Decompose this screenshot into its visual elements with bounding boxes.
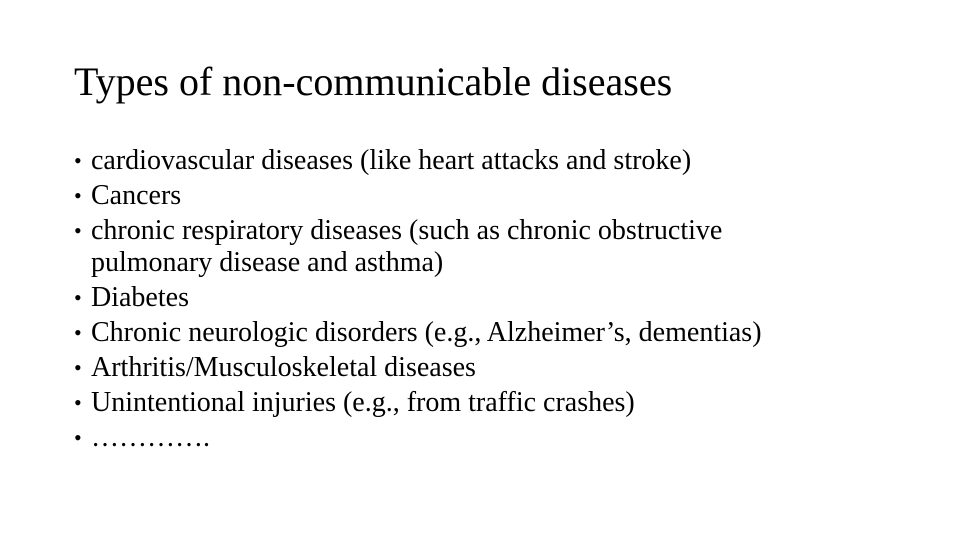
- bullet-list: [74, 145, 934, 457]
- bullet-text: [91, 145, 934, 177]
- bullet-point-icon: •: [74, 389, 82, 415]
- bullet-text-line: Chronic neurologic disorders (e.g., Alzheimer’s, dementias): [91, 316, 762, 348]
- bullet-text: [91, 352, 934, 384]
- bullet-point-icon: •: [74, 148, 82, 173]
- bullet-point-icon: •: [74, 424, 82, 450]
- bullet-text: [91, 387, 934, 419]
- bullet-text: [91, 317, 934, 349]
- bullet-item-injuries: [74, 387, 934, 419]
- bullet-text-line: pulmonary disease and asthma): [91, 246, 444, 278]
- bullet-text: [91, 180, 934, 212]
- bullet-text-line: ………….: [91, 421, 210, 453]
- bullet-text-line: Diabetes: [91, 281, 189, 313]
- bullet-text-line: cardiovascular diseases (like heart attacks and stroke): [91, 145, 692, 176]
- slide-title: Types of non-communicable diseases: [74, 59, 673, 104]
- bullet-point-icon: •: [74, 354, 82, 380]
- bullet-item-arthritis: [74, 352, 934, 384]
- bullet-text-line: Unintentional injuries (e.g., from traffic crashes): [91, 386, 635, 418]
- bullet-item-cancers: [74, 180, 934, 212]
- bullet-item-cardiovascular: [74, 145, 934, 177]
- bullet-item-respiratory: [74, 215, 934, 278]
- bullet-item-diabetes: [74, 282, 934, 314]
- bullet-text: [91, 422, 934, 454]
- bullet-item-neurologic: [74, 317, 934, 349]
- bullet-text: [91, 215, 934, 278]
- bullet-text-line: Arthritis/Musculoskeletal diseases: [91, 351, 476, 383]
- bullet-point-icon: •: [74, 319, 82, 345]
- bullet-text: [91, 282, 934, 314]
- bullet-text-line: Cancers: [91, 180, 182, 211]
- bullet-point-icon: •: [74, 183, 82, 208]
- bullet-point-icon: •: [74, 284, 82, 310]
- bullet-text-line: chronic respiratory diseases (such as chronic obstructive: [91, 215, 723, 246]
- bullet-point-icon: •: [74, 218, 82, 243]
- bullet-item-ellipsis: [74, 422, 934, 454]
